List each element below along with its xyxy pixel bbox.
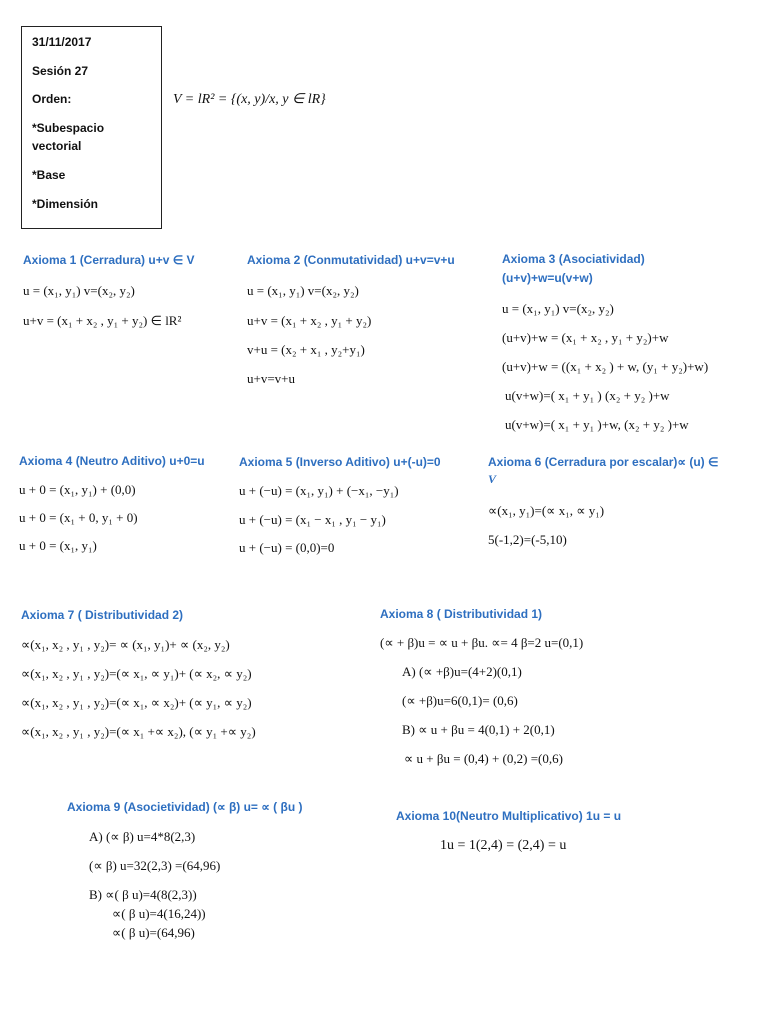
axiom1-title: Axioma 1 (Cerradura) u+v ∈ V [23, 253, 195, 267]
order-label: Orden: [32, 92, 72, 106]
axiom3-title: Axioma 3 (Asociatividad) [502, 252, 645, 266]
axiom9-line: A) (∝ β) u=4*8(2,3) [89, 829, 196, 844]
axiom3-line: u = (x₁, y₁) v=(x₂, y₂) [502, 301, 614, 316]
axiom7-line: ∝(x₁, x₂ , y₁ , y₂)= ∝ (x₁, y₁)+ ∝ (x₂, y₂) [21, 637, 230, 652]
axiom8-line: B) ∝ u + βu = 4(0,1) + 2(0,1) [402, 722, 555, 737]
axiom7-line: ∝(x₁, x₂ , y₁ , y₂)=(∝ x₁ +∝ x₂), (∝ y₁ +∝ y₂) [21, 724, 256, 739]
session-number: Sesión 27 [32, 64, 89, 78]
axiom2-line: u+v = (x₁ + x₂ , y₁ + y₂) [247, 313, 372, 328]
axiom5-line: u + (−u) = (0,0)=0 [239, 540, 335, 555]
axiom9-line: ∝( β u)=4(16,24)) [112, 906, 206, 921]
axiom8-line: (∝ +β)u=6(0,1)= (0,6) [402, 693, 518, 708]
order-item-subspace-line2: vectorial [32, 139, 82, 153]
axiom1-line: u+v = (x₁ + x₂ , y₁ + y₂) ∈ lR² [23, 313, 182, 328]
axiom6-title: Axioma 6 (Cerradura por escalar)∝ (u) ∈ [488, 455, 719, 469]
axiom8-line: ∝ u + βu = (0,4) + (0,2) =(0,6) [404, 751, 563, 766]
axiom4-line: u + 0 = (x₁ + 0, y₁ + 0) [19, 510, 138, 525]
axiom8-title: Axioma 8 ( Distributividad 1) [380, 607, 543, 621]
axiom9-line: B) ∝( β u)=4(8(2,3)) [89, 887, 197, 902]
axiom1-line: u = (x₁, y₁) v=(x₂, y₂) [23, 283, 135, 298]
axiom3-line: u(v+w)=( x₁ + y₁ )+w, (x₂ + y₂ )+w [505, 417, 689, 432]
axiom5-line: u + (−u) = (x₁, y₁) + (−x₁, −y₁) [239, 483, 399, 498]
axiom5-title: Axioma 5 (Inverso Aditivo) u+(-u)=0 [239, 455, 441, 469]
axiom7-line: ∝(x₁, x₂ , y₁ , y₂)=(∝ x₁, ∝ y₁)+ (∝ x₂, ∝ y₂) [21, 666, 252, 681]
axiom6-line: 5(-1,2)=(-5,10) [488, 532, 567, 547]
session-date: 31/11/2017 [32, 35, 92, 49]
axiom2-title: Axioma 2 (Conmutatividad) u+v=v+u [247, 253, 455, 267]
axiom4-line: u + 0 = (x₁, y₁) + (0,0) [19, 482, 136, 497]
axiom7-line: ∝(x₁, x₂ , y₁ , y₂)=(∝ x₁, ∝ x₂)+ (∝ y₁, ∝ y₂) [21, 695, 252, 710]
axiom10-line: 1u = 1(2,4) = (2,4) = u [440, 838, 567, 853]
axiom4-title: Axioma 4 (Neutro Aditivo) u+0=u [19, 454, 205, 468]
axiom8-line: A) (∝ +β)u=(4+2)(0,1) [402, 664, 522, 679]
axiom3-line: (u+v)+w = (x₁ + x₂ , y₁ + y₂)+w [502, 330, 669, 345]
axiom3-line: u(v+w)=( x₁ + y₁ ) (x₂ + y₂ )+w [505, 388, 670, 403]
axiom8-line: (∝ + β)u = ∝ u + βu. ∝= 4 β=2 u=(0,1) [380, 635, 584, 650]
axiom9-line: (∝ β) u=32(2,3) =(64,96) [89, 858, 221, 873]
order-item-dimension: *Dimensión [32, 197, 99, 211]
axiom9-line: ∝( β u)=(64,96) [112, 925, 195, 940]
axiom3-title-formula: (u+v)+w=u(v+w) [502, 271, 593, 285]
axiom6-title-space: V [488, 472, 497, 486]
axiom4-line: u + 0 = (x₁, y₁) [19, 538, 97, 553]
space-definition: V = lR² = {(x, y)/x, y ∈ lR} [173, 92, 326, 107]
axiom2-line: v+u = (x₂ + x₁ , y₂+y₁) [247, 342, 365, 357]
session-info-box [21, 26, 162, 229]
axiom6-line: ∝(x₁, y₁)=(∝ x₁, ∝ y₁) [488, 503, 605, 518]
axiom7-title: Axioma 7 ( Distributividad 2) [21, 608, 184, 622]
axiom2-line: u+v=v+u [247, 371, 295, 386]
order-item-subspace-line1: *Subespacio [32, 121, 105, 135]
axiom5-line: u + (−u) = (x₁ − x₁ , y₁ − y₁) [239, 512, 386, 527]
axiom2-line: u = (x₁, y₁) v=(x₂, y₂) [247, 283, 359, 298]
order-item-base: *Base [32, 168, 66, 182]
axiom3-line: (u+v)+w = ((x₁ + x₂ ) + w, (y₁ + y₂)+w) [502, 359, 709, 374]
axiom10-title: Axioma 10(Neutro Multiplicativo) 1u = u [396, 809, 622, 823]
axiom9-title: Axioma 9 (Asocietividad) (∝ β) u= ∝ ( βu ) [67, 800, 303, 814]
